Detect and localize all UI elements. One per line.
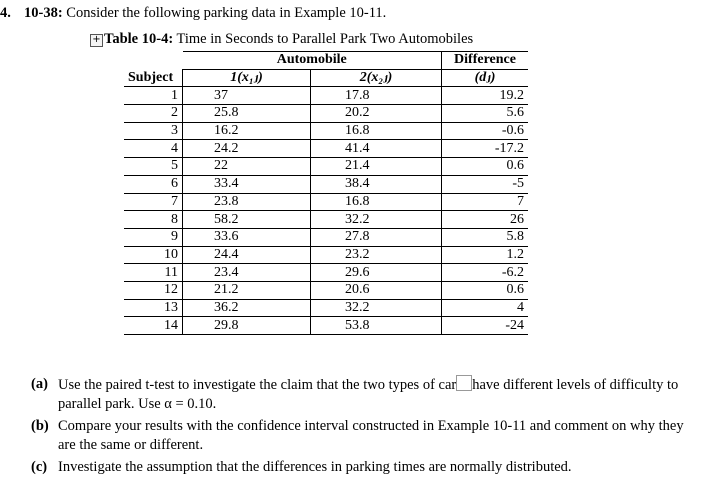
part-a bbox=[31, 375, 701, 414]
table-row bbox=[124, 281, 528, 299]
table-row bbox=[124, 299, 528, 317]
difference-cell: 1.2 bbox=[442, 246, 529, 264]
parking-data-table bbox=[124, 51, 528, 335]
part-a-text-before: Use the paired t-test to investigate the claim that the two types of car bbox=[58, 377, 457, 393]
difference-cell: 26 bbox=[442, 211, 529, 229]
header-subject: Subject bbox=[124, 69, 183, 87]
difference-cell: -17.2 bbox=[442, 140, 529, 158]
part-b-label: (b) bbox=[31, 418, 49, 434]
subject-cell: 4 bbox=[124, 140, 183, 158]
subject-cell: 10 bbox=[124, 246, 183, 264]
header-difference: Difference bbox=[442, 52, 529, 70]
auto2-cell: 53.8 bbox=[311, 317, 442, 335]
table-row bbox=[124, 175, 528, 193]
subject-cell: 1 bbox=[124, 87, 183, 105]
subject-cell: 7 bbox=[124, 193, 183, 211]
table-caption-text: Time in Seconds to Parallel Park Two Automobiles bbox=[176, 31, 474, 47]
subject-cell: 11 bbox=[124, 264, 183, 282]
table-row bbox=[124, 122, 528, 140]
table-move-handle-icon[interactable]: + bbox=[90, 34, 103, 47]
part-c bbox=[31, 458, 701, 477]
auto2-cell: 32.2 bbox=[311, 299, 442, 317]
subject-cell: 9 bbox=[124, 228, 183, 246]
difference-cell: -24 bbox=[442, 317, 529, 335]
difference-cell: 4 bbox=[442, 299, 529, 317]
table-row bbox=[124, 193, 528, 211]
question-number: 4. bbox=[0, 5, 11, 21]
auto2-cell: 20.6 bbox=[311, 281, 442, 299]
part-c-text: Investigate the assumption that the differences in parking times are normally distributed. bbox=[58, 459, 572, 475]
header-diff: (dⱼ) bbox=[442, 69, 529, 87]
subject-cell: 2 bbox=[124, 105, 183, 123]
difference-cell: 7 bbox=[442, 193, 529, 211]
table-row bbox=[124, 264, 528, 282]
auto1-cell: 33.6 bbox=[183, 228, 311, 246]
auto1-cell: 22 bbox=[183, 158, 311, 176]
difference-cell: 0.6 bbox=[442, 281, 529, 299]
part-b bbox=[31, 417, 701, 455]
auto2-cell: 41.4 bbox=[311, 140, 442, 158]
subject-cell: 5 bbox=[124, 158, 183, 176]
difference-cell: 19.2 bbox=[442, 87, 529, 105]
header-automobile: Automobile bbox=[183, 52, 442, 70]
auto1-cell: 37 bbox=[183, 87, 311, 105]
auto2-cell: 16.8 bbox=[311, 122, 442, 140]
auto2-cell: 16.8 bbox=[311, 193, 442, 211]
auto1-cell: 23.4 bbox=[183, 264, 311, 282]
table-row bbox=[124, 87, 528, 105]
auto2-cell: 38.4 bbox=[311, 175, 442, 193]
auto2-cell: 32.2 bbox=[311, 211, 442, 229]
subject-cell: 8 bbox=[124, 211, 183, 229]
table-row bbox=[124, 158, 528, 176]
table-row bbox=[124, 140, 528, 158]
table-body bbox=[124, 87, 528, 335]
auto1-cell: 36.2 bbox=[183, 299, 311, 317]
question-text: Consider the following parking data in Example 10-11. bbox=[66, 5, 387, 21]
table-row bbox=[124, 246, 528, 264]
part-c-label: (c) bbox=[31, 459, 48, 475]
table-caption-label: Table 10-4: bbox=[104, 31, 174, 47]
auto2-cell: 23.2 bbox=[311, 246, 442, 264]
table-row bbox=[124, 211, 528, 229]
table-row bbox=[124, 105, 528, 123]
question-parts bbox=[31, 375, 701, 480]
auto1-cell: 33.4 bbox=[183, 175, 311, 193]
question-header bbox=[0, 5, 386, 22]
auto1-cell: 21.2 bbox=[183, 281, 311, 299]
auto2-cell: 29.6 bbox=[311, 264, 442, 282]
difference-cell: 5.8 bbox=[442, 228, 529, 246]
part-a-label: (a) bbox=[31, 376, 48, 392]
difference-cell: -0.6 bbox=[442, 122, 529, 140]
part-a-text-after: have different levels of difficulty to parallel park. Use α = 0.10. bbox=[58, 377, 679, 412]
auto1-cell: 24.4 bbox=[183, 246, 311, 264]
auto1-cell: 29.8 bbox=[183, 317, 311, 335]
auto1-cell: 23.8 bbox=[183, 193, 311, 211]
subject-cell: 14 bbox=[124, 317, 183, 335]
question-ref: 10-38: bbox=[24, 5, 63, 21]
subject-cell: 3 bbox=[124, 122, 183, 140]
auto2-cell: 21.4 bbox=[311, 158, 442, 176]
auto1-cell: 58.2 bbox=[183, 211, 311, 229]
auto1-cell: 25.8 bbox=[183, 105, 311, 123]
difference-cell: 5.6 bbox=[442, 105, 529, 123]
part-b-text: Compare your results with the confidence interval constructed in Example 10-11 and comment on why they are the same or different. bbox=[58, 418, 684, 453]
difference-cell: 0.6 bbox=[442, 158, 529, 176]
auto1-cell: 24.2 bbox=[183, 140, 311, 158]
table-row bbox=[124, 317, 528, 335]
auto1-cell: 16.2 bbox=[183, 122, 311, 140]
difference-cell: -6.2 bbox=[442, 264, 529, 282]
auto2-cell: 27.8 bbox=[311, 228, 442, 246]
subject-cell: 6 bbox=[124, 175, 183, 193]
subject-cell: 13 bbox=[124, 299, 183, 317]
subject-cell: 12 bbox=[124, 281, 183, 299]
table-caption bbox=[90, 31, 473, 48]
header-auto-1: 1(x₁ⱼ) bbox=[183, 69, 311, 87]
table-row bbox=[124, 228, 528, 246]
auto2-cell: 17.8 bbox=[311, 87, 442, 105]
difference-cell: -5 bbox=[442, 175, 529, 193]
auto2-cell: 20.2 bbox=[311, 105, 442, 123]
image-placeholder-icon[interactable] bbox=[456, 375, 472, 391]
header-auto-2: 2(x₂ⱼ) bbox=[311, 69, 442, 87]
